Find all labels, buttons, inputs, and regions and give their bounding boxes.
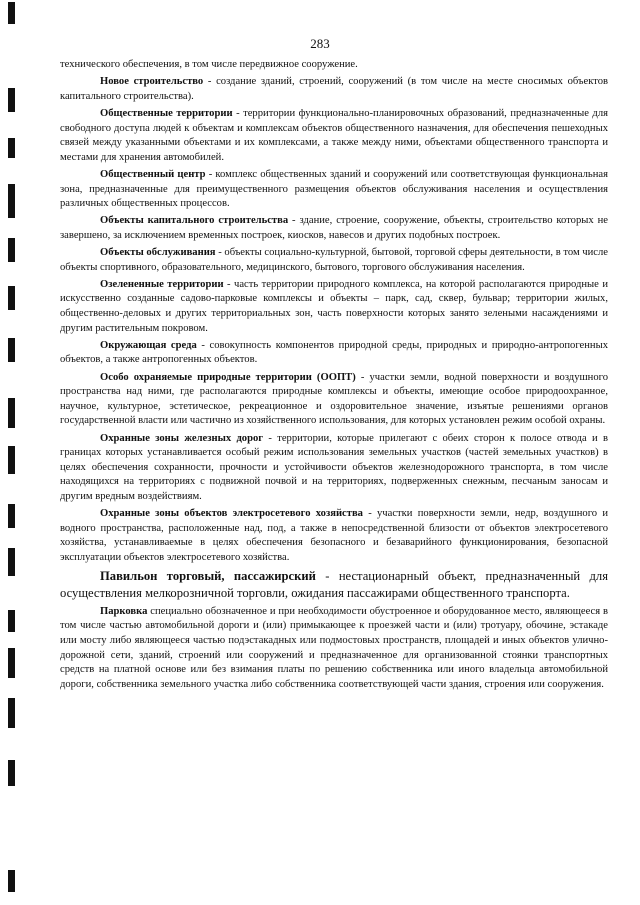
definition-public-territories [60,107,608,165]
binding-mark [8,398,15,428]
definition-public-center [60,168,608,212]
document-body [60,58,608,695]
definition-term: Окружающая среда [100,339,197,351]
binding-mark [8,446,15,474]
binding-mark [8,870,15,892]
definition-text: - комплекс общественных зданий и сооружений или соответствующая функциональная зона, предназначенные для преимущественного размещения объектов обслуживания населения и осуществления различных общественных процессов. [60,168,609,210]
definition-text: - участки поверхности земли, недр, воздушного и водного пространства, расположенные над, под, а также в непосредственной близости от объектов электросетевого хозяйства, устанавливаемые в целях обеспечения безопасного и безаварийного функционирования, безопасной эксплуатации объектов электросетевого хозяйства. [60,508,608,563]
definition-term: Общественный центр [100,168,206,180]
definition-pavilion [60,568,608,602]
definition-term: Общественные территории [100,107,233,119]
binding-mark [8,504,15,528]
definition-new-construction [60,75,608,104]
definition-power-grid-protection-zones [60,507,608,565]
definition-environment [60,339,608,368]
definition-text: - создание зданий, строений, сооружений (в том числе на месте сносимых объектов капитального строительства). [60,76,608,102]
definition-text: - участки земли, водной поверхности и воздушного пространства над ними, где располагаются природные комплексы и объекты, имеющие особое природоохранное, научное, культурное, эстетическое, рекреационное и оздоровительное значение, изъятые решениями органов государственной власти или частично из хозяйственного использования, для которых установлен режим особой охраны. [60,371,608,427]
binding-mark [8,610,15,632]
binding-mark [8,548,15,576]
binding-mark [8,338,15,362]
definition-text: - нестационарный объект, предназначенный для осуществления мелкорозничной торговли, ожидания пассажирами общественного транспорта. [60,569,609,601]
paragraph-text: технического обеспечения, в том числе передвижное сооружение. [60,59,358,70]
binding-mark [8,760,15,786]
definition-service-objects [60,246,608,275]
definition-term: Парковка [100,605,148,617]
binding-mark [8,138,15,158]
definition-term: Объекты обслуживания [100,247,216,259]
definition-text: - здание, строение, сооружение, объекты, строительство которых не завершено, за исключением временных построек, киосков, навесов и других подобных построек. [60,215,608,241]
definition-term: Новое строительство [100,76,204,88]
definition-text: - территории, которые прилегают с обеих сторон к полосе отвода и в границах которых устанавливается особый режим использования земельных участков (частей земельных участков) в целях обеспечения сохранности, прочности и устойчивости объектов железнодорожного транспорта, в том числе находящихся на территориях с подвижной почвой и на территориях, подверженных снежным, песчаным заносам и другим вредным воздействиям. [60,432,608,502]
binding-mark [8,2,15,24]
binding-edge-marks [8,0,18,905]
binding-mark [8,648,15,678]
definition-text: специально обозначенное и при необходимости обустроенное и оборудованное место, являющееся в том числе частью автомобильной дороги и (или) примыкающее к проезжей части и (или) тротуару, обочине, эстакаде или мосту либо являющееся частью подэстакадных или подмостовых пространств, площадей и иных объектов улично-дорожной сети, зданий, строений или сооружений и предназначенное для организованной стоянки транспортных средств на платной основе или без взимания платы по решению собственника или иного владельца автомобильной дороги, собственника земельного участка либо собственника соответствующей части здания, строения или сооружения. [60,605,608,690]
definition-term: Озелененные территории [100,278,224,290]
definition-term: Охранные зоны объектов электросетевого хозяйства [100,508,363,520]
binding-mark [8,698,15,728]
binding-mark [8,238,15,262]
definition-term: Объекты капитального строительства [100,215,289,227]
definition-protected-natural-territories [60,371,608,429]
binding-mark [8,88,15,112]
definition-term: Охранные зоны железных дорог [100,432,264,444]
binding-mark [8,286,15,310]
paragraph-continuation [60,58,608,73]
definition-text: - совокупность компонентов природной среды, природных и природно-антропогенных объектов, а также антропогенных объектов. [60,339,608,366]
binding-mark [8,184,15,218]
definition-term: Особо охраняемые природные территории (ООПТ) [100,371,356,383]
definition-railway-protection-zones [60,432,608,505]
definition-parking [60,605,608,693]
definition-text: - территории функционально-планировочных образований, предназначенные для свободного доступа людей к объектам и комплексам объектов общественного назначения, для обеспечения пешеходных связей между указанными объектами и их комплексами, а также между ними, объектами общественного транспорта и местами для хранения автомобилей. [60,107,608,163]
definition-text: - объекты социально-культурной, бытовой, торговой сферы деятельности, в том числе объекты спортивного, образовательного, медицинского, бытового, торгового обслуживания населения. [60,247,608,273]
definition-text: - часть территории природного комплекса, на которой располагаются природные и искусственно созданные садово-парковые комплексы и объекты – парк, сад, сквер, бульвар; территории жилых, общественно-деловых и других территориальных зон, часть поверхности которых занято зелеными насаждениями и другим растительным покровом. [60,278,608,334]
definition-green-territories [60,278,608,336]
definition-term: Павильон торговый, пассажирский [100,569,316,584]
definition-capital-construction-objects [60,214,608,243]
page-number: 283 [310,36,330,51]
